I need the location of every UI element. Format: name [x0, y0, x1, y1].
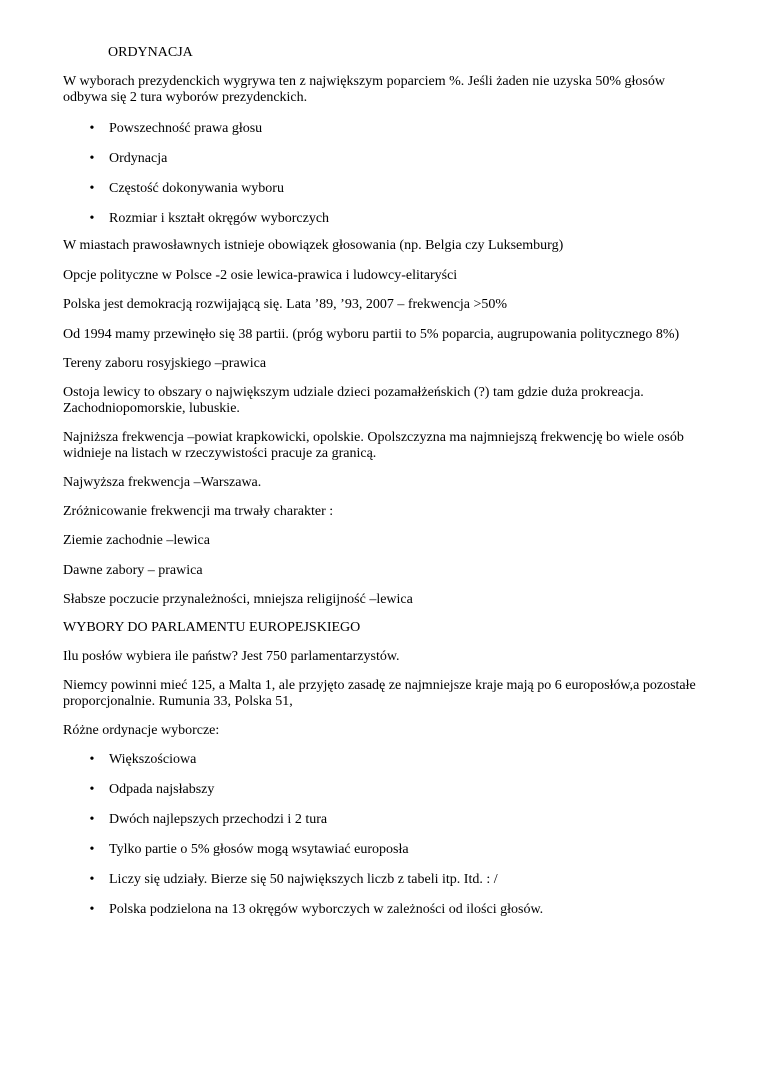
section-heading: WYBORY DO PARLAMENTU EUROPEJSKIEGO	[63, 620, 361, 635]
list-item-text: Polska podzielona na 13 okręgów wyborczych w zależności od ilości głosów.	[109, 902, 544, 917]
criteria-list	[0, 121, 760, 241]
paragraph: Od 1994 mamy przewinęło się 38 partii. (próg wyboru partii to 5% poparcia, augrupowania politycznego 8%)	[63, 327, 680, 342]
paragraph: W miastach prawosławnych istnieje obowiązek głosowania (np. Belgia czy Luksemburg)	[63, 238, 564, 253]
list-item	[0, 842, 760, 872]
list-item-text: Odpada najsłabszy	[109, 782, 215, 797]
paragraph: Niemcy powinni mieć 125, a Malta 1, ale przyjęto zasadę ze najmniejsze kraje mają po 6 europosłów,a pozostałe proporcjonalnie. Rumunia 33, Polska 51,	[63, 678, 696, 709]
list-item-text: Rozmiar i kształt okręgów wyborczych	[109, 211, 330, 226]
bullet-icon: •	[89, 151, 95, 166]
paragraph: Ziemie zachodnie –lewica	[63, 533, 210, 548]
paragraph: Opcje polityczne w Polsce -2 osie lewica-prawica i ludowcy-elitaryści	[63, 268, 458, 283]
list-item	[0, 121, 760, 151]
intro-paragraph: W wyborach prezydenckich wygrywa ten z największym poparciem %. Jeśli żaden nie uzyska 50% głosów odbywa się 2 tura wyborów prezydenckich.	[63, 74, 665, 105]
list-item	[0, 902, 760, 932]
list-item-text: Tylko partie o 5% głosów mogą wsytawiać europosła	[109, 842, 409, 857]
paragraph: Zróżnicowanie frekwencji ma trwały charakter :	[63, 504, 334, 519]
list-item	[0, 752, 760, 782]
list-item-text: Ordynacja	[109, 151, 168, 166]
paragraph: Najwyższa frekwencja –Warszawa.	[63, 475, 262, 490]
list-item	[0, 211, 760, 241]
paragraph: Różne ordynacje wyborcze:	[63, 723, 220, 738]
bullet-icon: •	[89, 181, 95, 196]
list-item-text: Częstość dokonywania wyboru	[109, 181, 284, 196]
paragraph: Ostoja lewicy to obszary o największym udziale dzieci pozamałżeńskich (?) tam gdzie duża prokreacja. Zachodniopomorskie, lubuskie.	[63, 385, 644, 416]
bullet-icon: •	[89, 842, 95, 857]
paragraph: Polska jest demokracją rozwijającą się. Lata ’89, ’93, 2007 – frekwencja >50%	[63, 297, 508, 312]
paragraph: Ilu posłów wybiera ile państw? Jest 750 parlamentarzystów.	[63, 649, 400, 664]
list-item	[0, 782, 760, 812]
bullet-icon: •	[89, 121, 95, 136]
list-item-text: Większościowa	[109, 752, 197, 767]
electoral-systems-list	[0, 752, 760, 932]
list-item	[0, 181, 760, 211]
list-item-text: Dwóch najlepszych przechodzi i 2 tura	[109, 812, 328, 827]
paragraph: Najniższa frekwencja –powiat krapkowicki, opolskie. Opolszczyzna ma najmniejszą frekwencję bo wiele osób widnieje na listach w rzeczywistości pracuje za granicą.	[63, 430, 684, 461]
list-item	[0, 872, 760, 902]
page-title: ORDYNACJA	[108, 45, 193, 60]
paragraph: Dawne zabory – prawica	[63, 563, 203, 578]
list-item-text: Liczy się udziały. Bierze się 50 największych liczb z tabeli itp. Itd. : /	[109, 872, 498, 887]
bullet-icon: •	[89, 752, 95, 767]
paragraph: Tereny zaboru rosyjskiego –prawica	[63, 356, 267, 371]
list-item	[0, 812, 760, 842]
bullet-icon: •	[89, 902, 95, 917]
list-item-text: Powszechność prawa głosu	[109, 121, 263, 136]
bullet-icon: •	[89, 872, 95, 887]
bullet-icon: •	[89, 812, 95, 827]
list-item	[0, 151, 760, 181]
paragraph: Słabsze poczucie przynależności, mniejsza religijność –lewica	[63, 592, 413, 607]
bullet-icon: •	[89, 211, 95, 226]
bullet-icon: •	[89, 782, 95, 797]
